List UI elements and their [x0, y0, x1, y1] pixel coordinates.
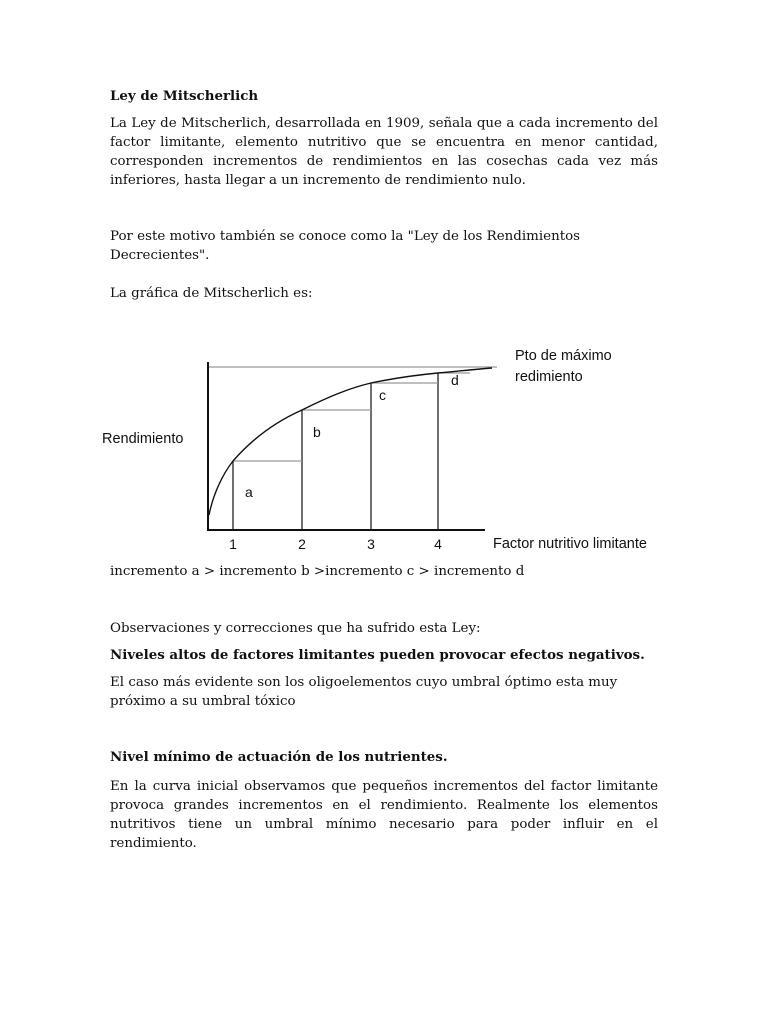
increments-comparison-text: incremento a > incremento b >incremento c > incremento d [110, 564, 525, 579]
x-tick-label-4: 4 [434, 536, 442, 552]
increment-label-a: a [245, 484, 253, 500]
mitscherlich-chart [95, 335, 685, 560]
minimum-threshold-paragraph: En la curva inicial observamos que pequeños incrementos del factor limitante provoca grandes incrementos en el rendimiento. Realmente los elementos nutritivos tiene un umbral mínimo necesario para poder influir en el rendimiento. [110, 779, 658, 851]
increment-label-d: d [451, 372, 459, 388]
increment-label-c: c [379, 387, 386, 403]
heading-minimum-level: Nivel mínimo de actuación de los nutrientes. [110, 749, 448, 765]
max-yield-label-line2: redimiento [515, 369, 583, 385]
heading-high-levels: Niveles altos de factores limitantes pueden provocar efectos negativos. [110, 647, 645, 663]
intro-paragraph: La Ley de Mitscherlich, desarrollada en 1909, señala que a cada incremento del factor limitante, elemento nutritivo que se encuentra en menor cantidad, corresponden incrementos de rendimientos en las cosechas cada vez más inferiores, hasta llegar a un incremento de rendimiento nulo. [110, 116, 658, 188]
document-title: Ley de Mitscherlich [110, 88, 259, 104]
x-tick-label-1: 1 [229, 536, 237, 552]
max-yield-label-line1: Pto de máximo [515, 348, 612, 364]
x-axis-label: Factor nutritivo limitante [493, 536, 647, 552]
increment-label-b: b [313, 424, 321, 440]
oligoelements-paragraph: El caso más evidente son los oligoelementos cuyo umbral óptimo esta muy próximo a su umbral tóxico [110, 675, 618, 709]
decreasing-returns-paragraph: Por este motivo también se conoce como la "Ley de los Rendimientos Decrecientes". [110, 229, 581, 263]
x-tick-label-2: 2 [298, 536, 306, 552]
y-axis-label: Rendimiento [102, 431, 184, 447]
observations-intro: Observaciones y correcciones que ha sufrido esta Ley: [110, 621, 481, 636]
x-tick-label-3: 3 [367, 536, 375, 552]
chart-intro-text: La gráfica de Mitscherlich es: [110, 286, 313, 301]
